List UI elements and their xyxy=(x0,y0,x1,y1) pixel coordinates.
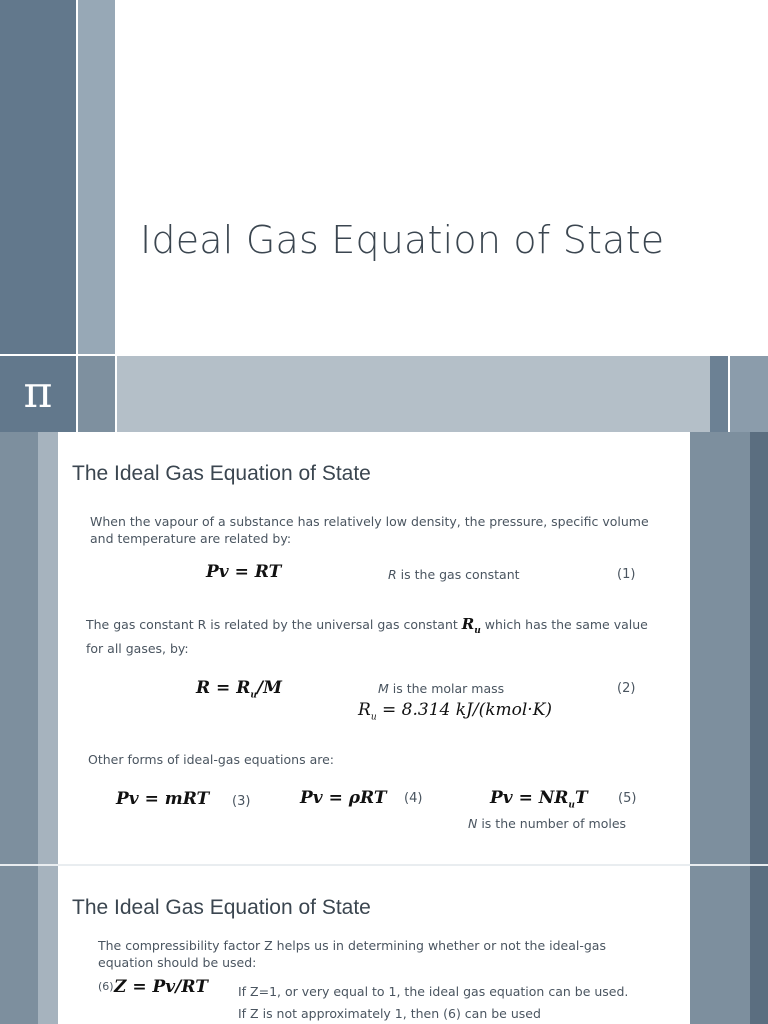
equation-5-number: (5) xyxy=(618,791,637,806)
universal-gas-constant-value: $R_u = 8.314$ kJ/(kmol·K) xyxy=(358,700,553,723)
pi-icon: π xyxy=(23,367,53,418)
equation-4: Pv = ρRT xyxy=(300,788,387,808)
equation-5-note: N is the number of moles xyxy=(468,816,627,831)
title-band-light xyxy=(117,356,710,432)
equation-1-note: R is the gas constant xyxy=(388,567,520,582)
equation-6: Z = Pv/RT xyxy=(114,977,208,997)
title-band-end xyxy=(730,356,768,432)
equation-3: Pv = mRT xyxy=(116,789,210,809)
other-forms-label: Other forms of ideal-gas equations are: xyxy=(88,752,335,767)
equation-2-note: M is the molar mass xyxy=(378,681,505,696)
universal-gas-constant-symbol: $R_u$ xyxy=(461,615,481,636)
equation-1: Pv = RT xyxy=(206,562,282,582)
equation-4-number: (4) xyxy=(404,791,423,806)
slide2-intro: The compressibility factor Z helps us in determining whether or not the ideal-gas equation should be used: xyxy=(98,938,606,970)
compressibility-note-2: If Z is not approximately 1, then (6) can be used xyxy=(238,1006,541,1021)
slide2-heading: The Ideal Gas Equation of State xyxy=(72,896,371,919)
right-frame-edge xyxy=(750,432,768,1024)
compressibility-note-1: If Z=1, or very equal to 1, the ideal gas equation can be used. xyxy=(238,984,629,999)
slide1-paragraph-2: The gas constant R is related by the universal gas constant $R_u$ which has the same value for all gases, by: xyxy=(86,615,648,656)
equation-6-number: (6) xyxy=(98,980,114,993)
slide1-heading: The Ideal Gas Equation of State xyxy=(72,462,371,485)
equation-5: $Pv = NR_uT$ xyxy=(490,788,588,811)
equation-3-number: (3) xyxy=(232,794,251,809)
title-band-accent xyxy=(710,356,728,432)
right-frame-bar xyxy=(690,432,750,1024)
title-band-block-mid xyxy=(78,356,115,432)
left-frame-strip xyxy=(38,432,58,1024)
equation-2: $R = R_u/M$ xyxy=(196,678,282,701)
title-slide-bar-dark xyxy=(0,0,76,354)
equation-2-number: (2) xyxy=(617,681,636,696)
page-title: Ideal Gas Equation of State xyxy=(140,218,665,262)
left-frame-bar xyxy=(0,432,38,1024)
title-slide-bar-light xyxy=(78,0,115,354)
equation-1-number: (1) xyxy=(617,567,636,582)
slide-separator xyxy=(0,864,768,866)
slide1-intro: When the vapour of a substance has relatively low density, the pressure, specific volume and temperature are related by: xyxy=(90,514,649,546)
